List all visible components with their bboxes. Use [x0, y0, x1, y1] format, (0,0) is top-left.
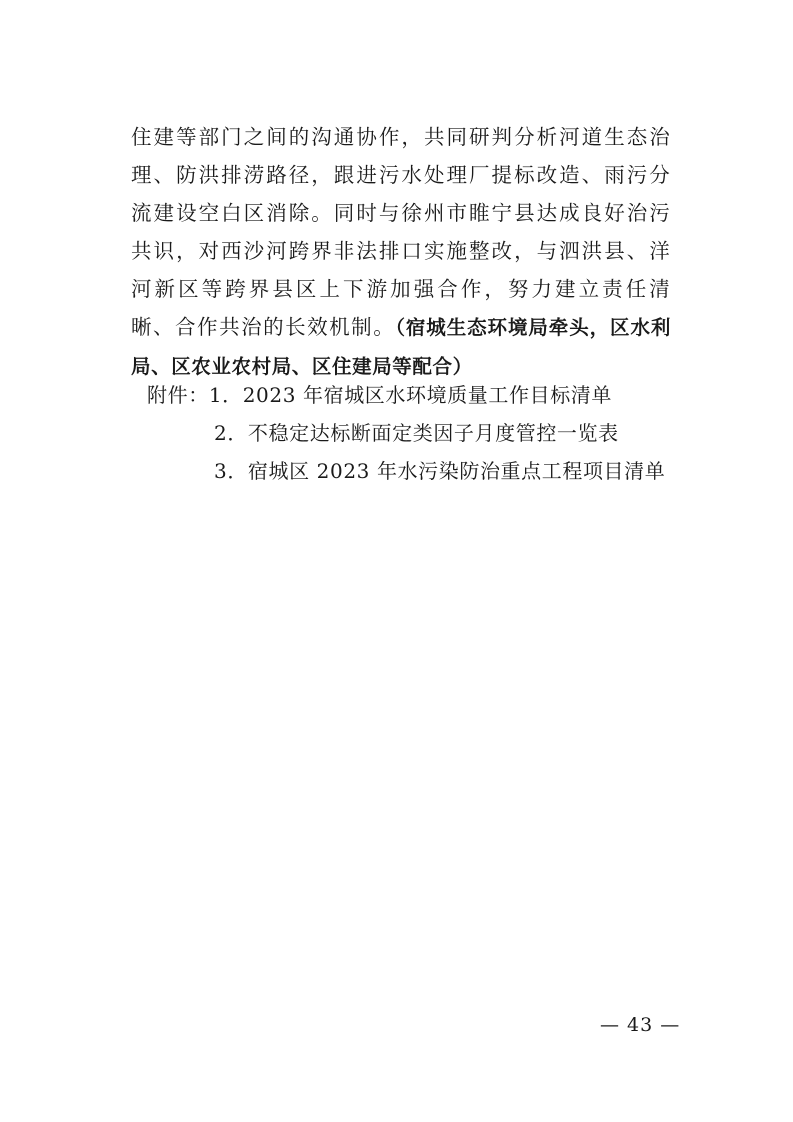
attachment-title: 1．2023 年宿城区水环境质量工作目标清单: [208, 383, 612, 407]
attachment-title: 2．不稳定达标断面定类因子月度管控一览表: [214, 421, 619, 445]
attachment-item: [147, 414, 687, 452]
paragraph-text: 住建等部门之间的沟通协作，共同研判分析河道生态治理、防洪排涝路径，跟进污水处理厂提标改造、雨污分流建设空白区消除。同时与徐州市睢宁县达成良好治污共识，对西沙河跨界非法排口实施整改，与泗洪县、洋河新区等跨界县区上下游加强合作，努力建立责任清晰、合作共治的长效机制。: [131, 125, 671, 339]
body-paragraph: [131, 118, 671, 386]
attachments-label: 附件：: [147, 383, 209, 407]
attachment-item: [147, 376, 687, 414]
page-number: — 43 —: [600, 1014, 681, 1036]
attachment-title: 3．宿城区 2023 年水污染防治重点工程项目清单: [214, 459, 666, 483]
responsibility-note: （宿城生态环境局牵头，区水利局、区农业农村局、区住建局等配合）: [131, 316, 671, 378]
attachments-list: [147, 376, 687, 490]
attachment-item: [147, 452, 687, 490]
